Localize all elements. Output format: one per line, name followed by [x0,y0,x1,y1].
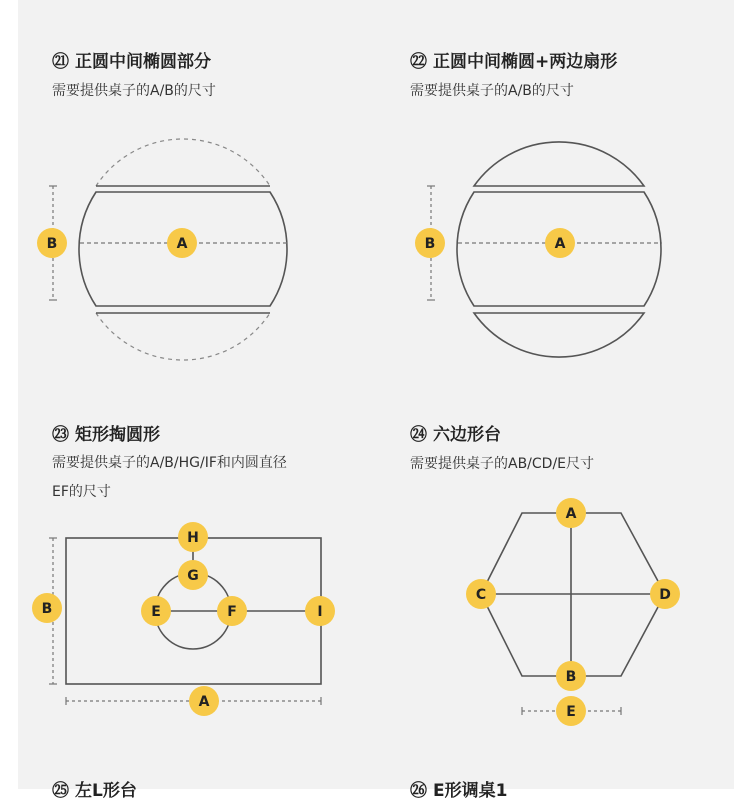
d24-badge-c-label: C [475,587,487,603]
d23-badge-h [178,522,208,552]
d24-badge-d-label: D [659,587,671,603]
d23-badge-a [189,686,219,716]
section-25-title-text: 左L形台 [75,781,137,801]
d23-badge-i [305,596,335,626]
d22-badge-b-label: B [424,236,436,252]
d21-badge-b-label: B [46,236,58,252]
d23-badge-f [217,596,247,626]
section-21-number: ㉑ [52,52,69,72]
section-26-number: ㉖ [410,781,427,801]
d22-bottom-segment [474,313,644,357]
section-22-number: ㉒ [410,52,427,72]
section-21-title-text: 正圆中间椭圆部分 [75,52,211,72]
d21-badge-a-label: A [176,236,188,252]
d23-badge-a-label: A [198,694,210,710]
section-24-subtitle: 需要提供桌子的AB/CD/E尺寸 [410,456,595,472]
d23-badge-h-label: H [187,530,199,546]
d24-badge-b [556,661,586,691]
diagram-22 [424,142,662,357]
section-26-title-text: E形调桌1 [433,781,508,801]
d24-badge-a-label: A [565,506,577,522]
section-22-title-text: 正圆中间椭圆+两边扇形 [433,52,618,72]
section-24-number: ㉔ [410,425,427,445]
section-23-title-text: 矩形掏圆形 [75,425,160,445]
d21-badge-b [37,228,67,258]
d23-badge-g-label: G [187,568,199,584]
d23-badge-f-label: F [227,604,237,620]
d24-badge-e [556,696,586,726]
section-24-title-text: 六边形台 [433,425,501,445]
d23-badge-i-label: I [317,604,323,620]
d24-badge-e-label: E [566,704,576,720]
d21-dashed-top-arc [96,139,270,186]
section-23-subtitle-line1: 需要提供桌子的A/B/HG/IF和内圆直径 [52,455,287,471]
d23-badge-b-label: B [41,601,53,617]
d22-top-segment [474,142,644,186]
d23-badge-b [32,593,62,623]
section-23-number: ㉓ [52,425,69,445]
d24-badge-d [650,579,680,609]
d24-badge-c [466,579,496,609]
d22-badge-b [415,228,445,258]
d23-badge-e-label: E [151,604,161,620]
d21-badge-a [167,228,197,258]
diagram-21 [46,139,287,360]
d24-badge-b-label: B [565,669,577,685]
section-23-subtitle-line2: EF的尺寸 [52,484,111,500]
d24-badge-a [556,498,586,528]
d23-badge-e [141,596,171,626]
d22-badge-a [545,228,575,258]
d22-badge-a-label: A [554,236,566,252]
section-21-subtitle: 需要提供桌子的A/B的尺寸 [52,83,216,99]
section-22-subtitle: 需要提供桌子的A/B的尺寸 [410,83,574,99]
d21-dashed-bottom-arc [96,313,270,360]
d23-badge-g [178,560,208,590]
section-25-number: ㉕ [52,781,69,801]
